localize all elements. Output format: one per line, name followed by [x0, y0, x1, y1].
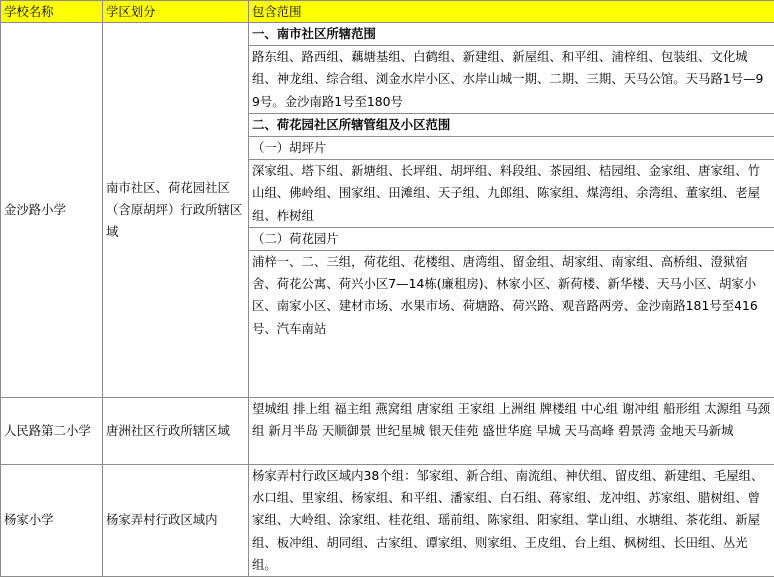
scope-paragraph: 杨家弄村行政区域内38个组：邹家组、新合组、南流组、神伏组、留皮组、新建组、毛屋组、水口组、里家组、杨家组、和平组、潘家组、白石组、蒋家组、龙冲组、苏家组、腊树组、曾家组、大岭组、涂家组、桂花组、瑶前组、陈家组、阳家组、掌山组、水塘组、茶花组、新屋组、板冲组、胡同组、古家组、谭家组、则家组、王皮组、台上组、枫树组、长田组、丛光组。	[249, 465, 774, 576]
district-cell: 南市社区、荷花园社区（含原胡坪）行政所辖区域	[103, 23, 249, 398]
school-name-cell: 杨家小学	[1, 465, 103, 577]
scope-paragraph: 望城组 排上组 福主组 燕窝组 唐家组 王家组 上洲组 牌楼组 中心组 谢冲组 船形组 太源组 马颈组 新月半岛 天顺御景 世纪星城 银天佳苑 盛世华庭 早城 天马高峰 碧景湾 金地天马新城	[249, 398, 774, 442]
header-scope: 包含范围	[249, 1, 774, 23]
scope-cell	[249, 465, 774, 577]
scope-cell	[249, 23, 774, 398]
table-header-row	[1, 1, 774, 23]
scope-subheading: （二）荷花园片	[249, 228, 774, 251]
scope-section-heading: 一、南市社区所辖范围	[249, 23, 774, 46]
table-row	[1, 398, 774, 465]
scope-cell	[249, 398, 774, 465]
scope-section-heading: 二、荷花园社区所辖管组及小区范围	[249, 114, 774, 137]
scope-paragraph: 深家组、塔下组、新塘组、长坪组、胡坪组、料段组、茶园组、桔园组、金家组、唐家组、竹山组、佛岭组、围家组、田滩组、天子组、九郎组、陈家组、煤湾组、余湾组、董家组、老屋组、柞树组	[249, 160, 774, 228]
school-name-cell: 人民路第二小学	[1, 398, 103, 465]
scope-paragraph: 浦梓一、二、三组，荷花组、花楼组、唐湾组、留金组、胡家组、南家组、高桥组、澄狱宿舍、荷花公寓、荷兴小区7—14栋(廉租房)、林家小区、新荷楼、新华楼、天马小区、胡家小区、南家小区、建材市场、水果市场、荷塘路、荷兴路、观音路两旁、金沙南路181号至416号、汽车南站	[249, 251, 774, 340]
header-district: 学区划分	[103, 1, 249, 23]
table-row	[1, 23, 774, 398]
scope-paragraph: 路东组、路西组、藕塘基组、白鹤组、新建组、新屋组、和平组、浦梓组、包装组、文化城组、神龙组、综合组、浏金水岸小区、水岸山城一期、二期、三期、天马公馆。天马路1号—99号。金沙南路1号至180号	[249, 46, 774, 114]
district-cell: 杨家弄村行政区域内	[103, 465, 249, 577]
table-row	[1, 465, 774, 577]
header-school-name: 学校名称	[1, 1, 103, 23]
district-cell: 唐洲社区行政所辖区域	[103, 398, 249, 465]
school-name-cell: 金沙路小学	[1, 23, 103, 398]
scope-subheading: （一）胡坪片	[249, 137, 774, 160]
